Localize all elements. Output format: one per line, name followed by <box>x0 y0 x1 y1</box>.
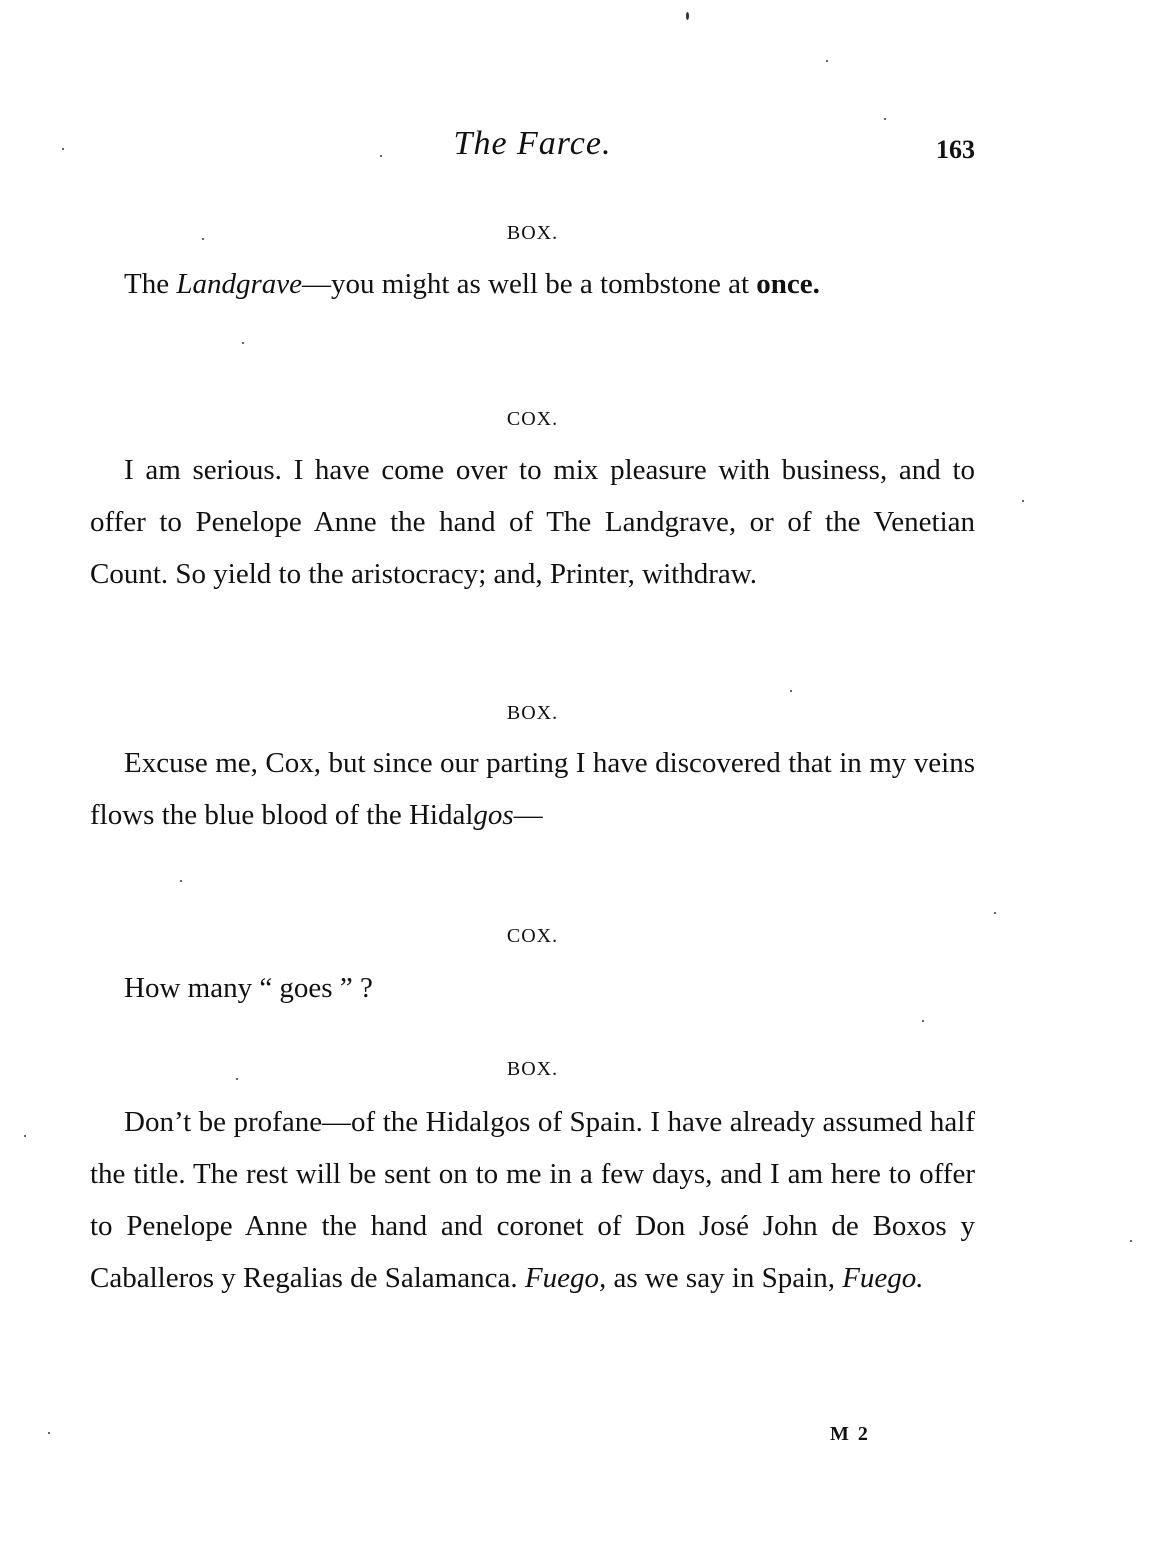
scan-speck <box>884 118 886 120</box>
speech-segment: — <box>513 799 543 831</box>
scan-speck <box>994 912 996 914</box>
speech-segment: How many “ goes ” ? <box>124 972 373 1004</box>
page-header <box>90 125 975 175</box>
scan-speck <box>180 880 182 882</box>
scan-speck <box>24 1135 26 1137</box>
speech-segment: Don’t be profane—of the Hidalgos of Spain. I have already assumed half the title. The rest will be sent on to me in a few days, and I am here to offer to Penelope Anne the hand and coronet of Don José John de Boxos y Caballeros y Regalias de Salamanca. <box>90 1106 975 1294</box>
speaker-label: BOX. <box>506 222 559 244</box>
page-number: 163 <box>936 135 975 164</box>
speaker-label: COX. <box>506 408 559 430</box>
speech-paragraph <box>90 737 975 841</box>
scan-speck <box>236 1078 238 1080</box>
speech-segment: Fuego, <box>524 1262 607 1294</box>
scan-speck <box>922 1020 924 1022</box>
scan-speck <box>1022 500 1024 502</box>
speaker-label: BOX. <box>506 1058 559 1080</box>
speech-segment: gos <box>473 799 514 831</box>
speech-paragraph <box>90 1096 975 1304</box>
speech-segment: I am serious. I have come over to mix pleasure with business, and to offer to Penelope Anne the hand of The Landgrave, or of the Venetian Count. So yield to the aristocracy; and, Printer, withdraw. <box>90 454 975 590</box>
speech-paragraph <box>90 962 975 1014</box>
speech-segment: —you might as well be a tombstone at <box>302 268 757 300</box>
signature-mark: M 2 <box>830 1423 870 1445</box>
scan-speck <box>202 238 204 240</box>
speech-segment: once. <box>756 268 820 300</box>
scan-speck <box>826 60 828 62</box>
scan-speck <box>48 1432 50 1434</box>
speaker-label: COX. <box>506 925 559 947</box>
scan-speck <box>62 148 64 150</box>
scan-speck <box>790 690 792 692</box>
scan-speck <box>686 12 689 20</box>
speech-segment: The <box>124 268 177 300</box>
running-title: The Farce. <box>453 125 612 162</box>
scan-speck <box>1130 1240 1132 1242</box>
speech-segment: Fuego. <box>842 1262 924 1294</box>
speech-segment: as we say in Spain, <box>606 1262 843 1294</box>
speech-segment: Excuse me, Cox, but since our parting I have discovered that in my veins flows the blue blood of the Hidal <box>90 747 975 831</box>
speaker-label: BOX. <box>506 702 559 724</box>
speech-paragraph <box>90 258 975 310</box>
scan-speck <box>380 155 382 157</box>
speech-segment: Landgrave <box>176 268 303 300</box>
scan-speck <box>242 342 244 344</box>
speech-paragraph <box>90 444 975 600</box>
